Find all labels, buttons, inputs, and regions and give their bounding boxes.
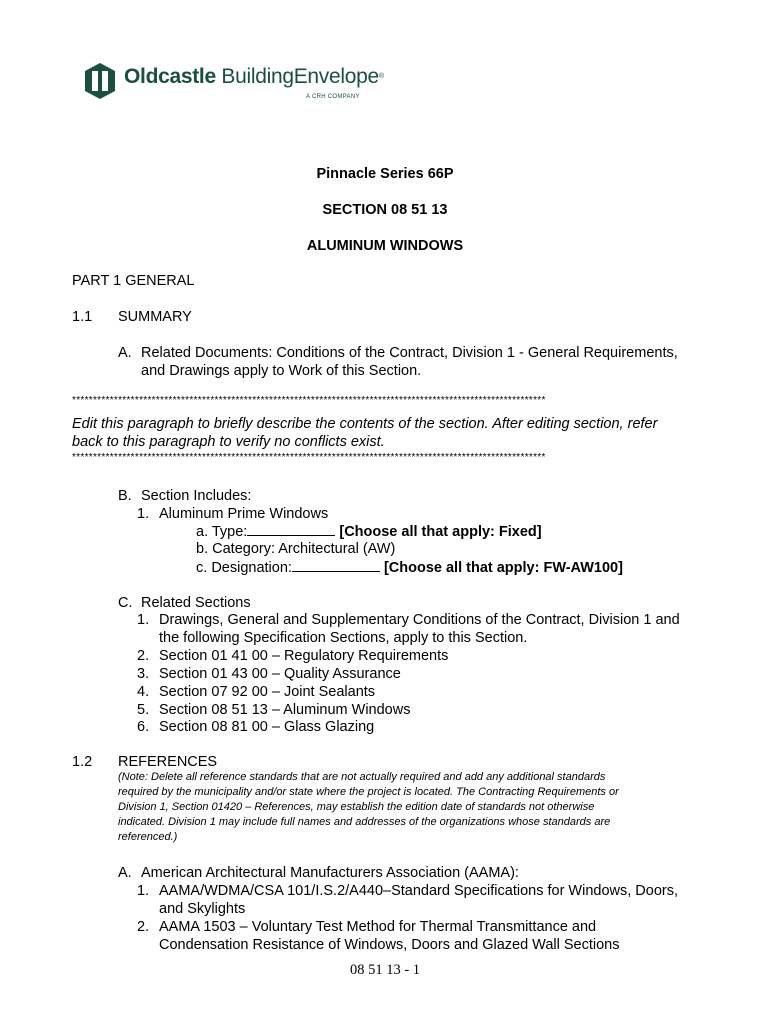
type-blank-field[interactable]: [247, 522, 335, 536]
series-title: Pinnacle Series 66P: [316, 166, 454, 182]
list-item: Section 01 43 00 – Quality Assurance: [159, 666, 401, 682]
list-item: Section 08 81 00 – Glass Glazing: [159, 719, 375, 735]
list-item: and Skylights: [159, 901, 246, 917]
article-number: 1.1: [72, 309, 93, 325]
sub-item-text: Designation:: [211, 560, 292, 576]
sub-item-category: [196, 540, 395, 558]
list-item: AAMA 1503 – Voluntary Test Method for Thermal Transmittance and: [159, 919, 597, 935]
list-item: the following Specification Sections, apply to this Section.: [159, 630, 528, 646]
sub-item-text: Category: Architectural (AW): [212, 541, 396, 557]
reference-note: Division 1, Section 01420 – References, may establish the edition date of standards not otherwise: [118, 801, 595, 813]
list-number: 2.: [137, 648, 150, 664]
sub-item-label: b.: [196, 541, 209, 557]
list-number: 2.: [137, 919, 150, 935]
page-number: 08 51 13 - 1: [349, 962, 421, 978]
logo-brand-regular: BuildingEnvelope: [221, 65, 379, 88]
article-number: 1.2: [72, 754, 93, 770]
reference-note: referenced.): [118, 831, 178, 843]
designation-choice: [Choose all that apply: FW-AW100]: [383, 560, 623, 576]
paragraph-text: and Drawings apply to Work of this Section.: [141, 363, 422, 379]
list-number: 5.: [137, 702, 150, 718]
list-item: Section 08 51 13 – Aluminum Windows: [159, 702, 411, 718]
reference-note: indicated. Division 1 may include full names and addresses of the organizations whose standards are: [118, 816, 611, 828]
list-number: 1.: [137, 506, 150, 522]
paragraph-label: A.: [118, 865, 132, 881]
paragraph-text: Related Documents: Conditions of the Contract, Division 1 - General Requirements,: [141, 345, 678, 361]
section-number: SECTION 08 51 13: [322, 202, 448, 218]
list-item: Section 07 92 00 – Joint Sealants: [159, 684, 376, 700]
list-item: Drawings, General and Supplementary Conditions of the Contract, Division 1 and: [159, 612, 680, 628]
article-title: SUMMARY: [118, 309, 192, 325]
section-title: ALUMINUM WINDOWS: [306, 238, 464, 254]
sub-item-type: [196, 522, 542, 541]
sub-item-designation: [196, 558, 623, 577]
specifier-note: Edit this paragraph to briefly describe the contents of the section. After editing section, refer: [72, 416, 658, 432]
logo-brand-bold: Oldcastle: [124, 65, 216, 88]
reference-note: (Note: Delete all reference standards that are not actually required and add any additional standards: [118, 771, 606, 783]
list-item: Aluminum Prime Windows: [159, 506, 329, 522]
designation-blank-field[interactable]: [292, 558, 380, 572]
sub-item-label: c.: [196, 560, 208, 576]
list-number: 1.: [137, 883, 150, 899]
list-number: 1.: [137, 612, 150, 628]
paragraph-text: Section Includes:: [141, 488, 252, 504]
list-number: 6.: [137, 719, 150, 735]
part-heading: PART 1 GENERAL: [72, 273, 195, 289]
paragraph-label: A.: [118, 345, 132, 361]
reference-note: required by the municipality and/or state where the project is located. The Contracting Requirements or: [118, 786, 619, 798]
specifier-note: back to this paragraph to verify no conflicts exist.: [72, 434, 385, 450]
list-number: 3.: [137, 666, 150, 682]
note-separator: *****************************************************************************************************************: [72, 453, 546, 463]
sub-item-label: a.: [196, 524, 209, 540]
type-choice: [Choose all that apply: Fixed]: [339, 524, 542, 540]
paragraph-text: Related Sections: [141, 595, 251, 611]
logo-tagline: A CRH COMPANY: [306, 94, 360, 100]
list-number: 4.: [137, 684, 150, 700]
list-item: Condensation Resistance of Windows, Doors and Glazed Wall Sections: [159, 937, 620, 953]
list-item: Section 01 41 00 – Regulatory Requirements: [159, 648, 449, 664]
oldcastle-logo-icon: [82, 62, 118, 100]
sub-item-text: Type:: [211, 524, 248, 540]
article-title: REFERENCES: [118, 754, 218, 770]
company-logo: [82, 60, 392, 108]
paragraph-label: C.: [118, 595, 133, 611]
paragraph-label: B.: [118, 488, 132, 504]
paragraph-text: American Architectural Manufacturers Association (AAMA):: [141, 865, 519, 881]
note-separator: *****************************************************************************************************************: [72, 396, 546, 406]
list-item: AAMA/WDMA/CSA 101/I.S.2/A440–Standard Specifications for Windows, Doors,: [159, 883, 679, 899]
logo-wordmark: [124, 64, 384, 90]
logo-trademark: ®: [378, 73, 384, 80]
